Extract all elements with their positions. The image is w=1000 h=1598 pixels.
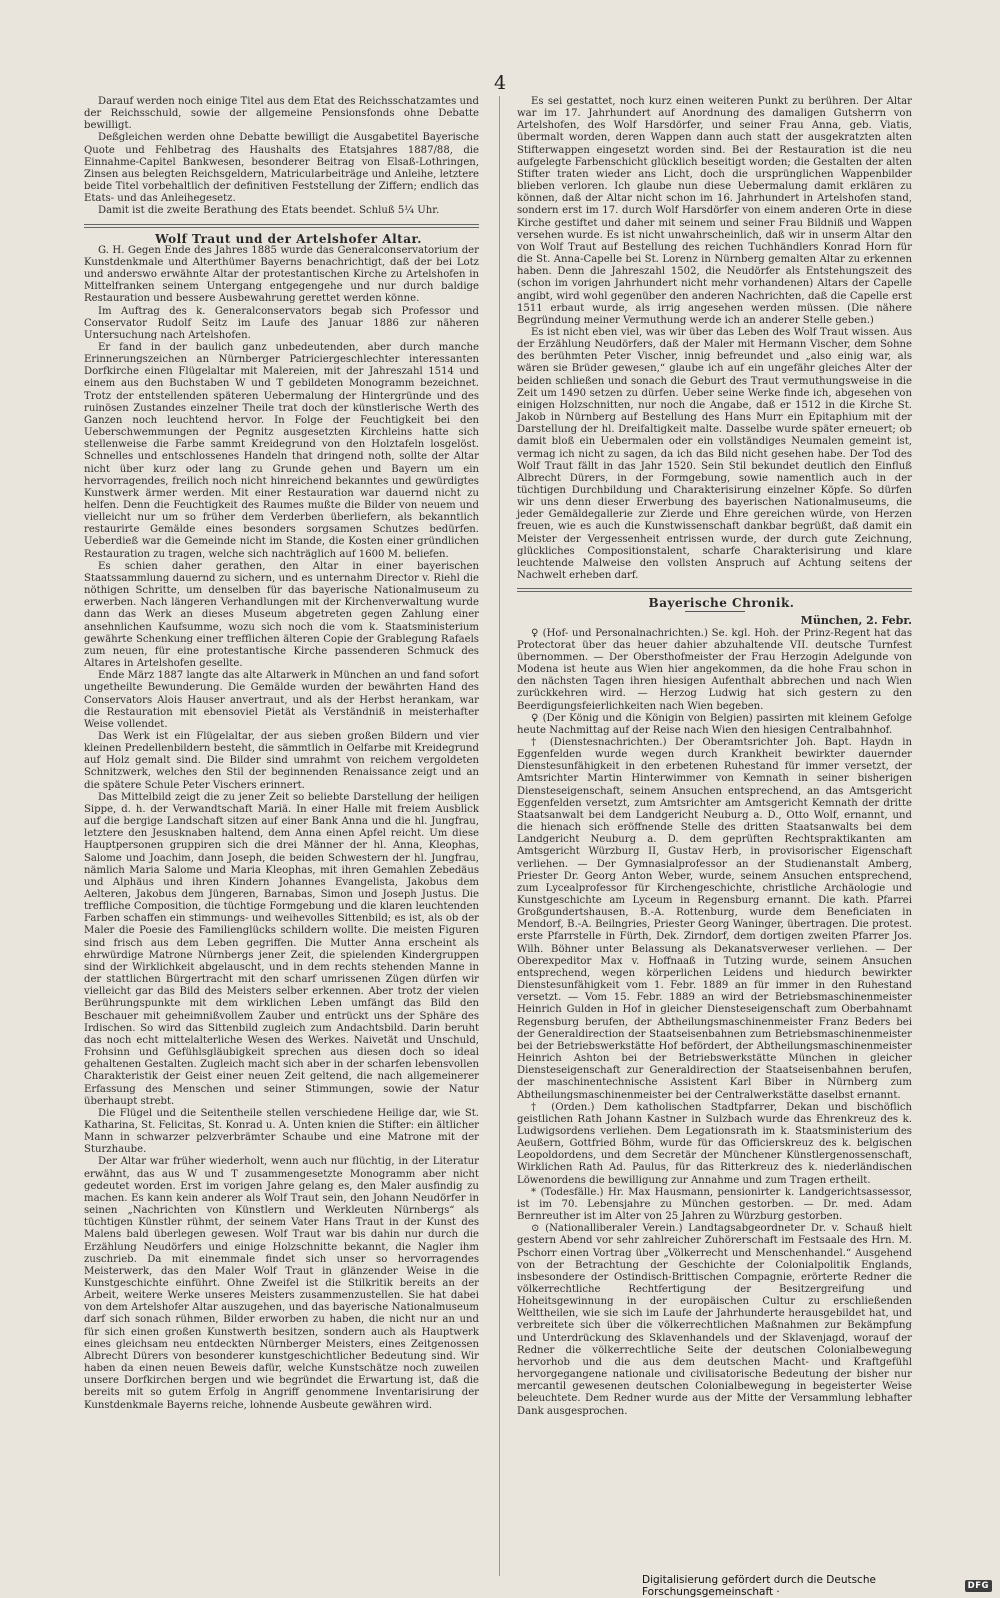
dateline: München, 2. Febr. — [800, 614, 912, 628]
paragraph: Damit ist die zweite Berathung des Etats beendet. Schluß 5¼ Uhr. — [98, 205, 440, 217]
paragraph: ♀ (Hof- und Personalnachrichten.) Se. kgl. Hoh. der Prinz-Regent hat das Protectorat über das heuer dahier abzuhaltende VII. deutsche Turnfest übernommen. — Der Obersthofmeister der Frau Herzogin Adelgunde von Modena ist heute aus Wien hier angekommen, da die hohe Frau schon in den nächsten Tagen ihren hiesigen Aufenthalt abbrechen und nach Wien zurückkehren wird. — Herzog Ludwig hat sich gestern zu den Beerdigungsfeierlichkeiten nach Wien begeben. — [517, 627, 912, 712]
paragraph: Das Mittelbild zeigt die zu jener Zeit so beliebte Darstellung der heiligen Sippe, d. h. der Verwandtschaft Mariä. In einer Halle mit freiem Ausblick auf die bergige Landschaft sitzen auf einer Bank Anna und die hl. Jungfrau, letztere den Jesusknaben haltend, dem Anna einen Apfel reicht. Um diese Hauptpersonen gruppiren sich die drei Männer der hl. Anna, Kleophas, Salome und Joachim, dann Joseph, die beiden Schwestern der hl. Jungfrau, nämlich Maria Salome und Maria Kleophas, mit ihren Gemahlen Zebedäus und Alphäus und ihren Kindern Johannes Evangelista, Jakobus dem Aelteren, Jakobus dem Jüngeren, Barnabas, Simon und Joseph Justus. Die treffliche Composition, die tüchtige Formgebung und die klaren leuchtenden Farben schaffen ein stimmungs- und weihevolles Sittenbild; es ist, als ob der Maler die Poesie des Familienglücks schildern wollte. Die meisten Figuren sind frisch aus dem Leben gegriffen. Die Mutter Anna erscheint als ehrwürdige Matrone Nürnbergs jener Zeit, die spielenden Kindergruppen sind der Wirklichkeit abgelauscht, und in dem rechts stehenden Manne in der stattlichen Bürgertracht mit den scharf umrissenen Zügen dürfen wir vielleicht gar das Bild des Meisters selber erkennen. Aber trotz der vielen Berührungspunkte mit dem wirklichen Leben umfängt das Bild den Beschauer mit geheimnißvollem Zauber und entrückt uns der Sphäre des Irdischen. So wird das Sittenbild zugleich zum Andachtsbild. Darin beruht das noch echt mittelalterliche Wesen des Werkes. Naivetät und Unschuld, Frohsinn und Gefühlsgläubigkeit sprechen aus diesen doch so ideal gehaltenen Gestalten. Zugleich macht sich aber in der scharfen lebensvollen Charakteristik der Geist einer neuen Zeit geltend, die nach allgemeinerer Erfassung des Menschen und seiner Stimmungen, sowie der Natur überhaupt strebt. — [84, 791, 479, 1107]
column-rule — [499, 96, 500, 1576]
credit-text: Digitalisierung gefördert durch die Deutsche Forschungsgemeinschaft · — [642, 1574, 876, 1598]
paragraph: Im Auftrag des k. Generalconservators begab sich Professor und Conservator Rudolf Seitz im Laufe des Januar 1886 zur näheren Untersuchung nach Artelshofen. — [84, 305, 479, 341]
right-column — [517, 96, 912, 1418]
article-title: Wolf Traut und der Artelshofer Altar. — [155, 231, 422, 246]
paragraph: Es ist nicht eben viel, was wir über das Leben des Wolf Traut wissen. Aus der Erzählung Neudörfers, daß der Maler mit Hermann Vischer, dem Sohne des berühmten Peter Vischer, innig befreundet und „also einig war, als wären sie Brüder gewesen,“ glaube ich auf ein ungefähr gleiches Alter der beiden schließen und sonach die Geburt des Traut vermuthungsweise in die Zeit um 1490 setzen zu dürfen. Ueber seine Werke finde ich, abgesehen von einigen Holzschnitten, nur noch die Angabe, daß er 1512 in die Kirche St. Jakob in Nürnberg auf Bestellung des Hans Murr ein Epitaphium mit der Darstellung der hl. Dreifaltigkeit malte. Dasselbe wurde später erneuert; ob damit bloß ein Uebermalen oder ein vollständiges Neumalen gemeint ist, vermag ich nicht zu sagen, da ich das Bild nicht gesehen habe. Der Tod des Wolf Traut fällt in das Jahr 1520. Sein Stil bekundet deutlich den Einfluß Albrecht Dürers, in der Formgebung, sowie namentlich auch in der tüchtigen Durchbildung und Charakterisirung einzelner Köpfe. So dürfen wir uns denn dieser Erwerbung des bayerischen Nationalmuseums, die jeder Gemäldegallerie zur Zierde und Ehre gereichen würde, von Herzen freuen, wie es auch die Kunstwissenschaft dankbar begrüßt, daß damit ein Meister der Vergessenheit entrissen wurde, der durch gute Zeichnung, glückliches Compositionstalent, scharfe Charakterisirung und klare leuchtende Malweise den vollsten Anspruch auf Achtung seitens der Nachwelt erheben darf. — [517, 326, 912, 582]
paragraph: * (Todesfälle.) Hr. Max Hausmann, pensionirter k. Landgerichtsassessor, ist im 70. Lebensjahre zu München gestorben. — Dr. med. Adam Bernreuther ist im Alter von 25 Jahren zu Würzburg gestorben. — [517, 1186, 912, 1223]
dfg-logo-icon: DFG — [965, 1580, 992, 1592]
paragraph: Der Altar war früher wiederholt, wenn auch nur flüchtig, in der Literatur erwähnt, das aus W und T zusammengesetzte Monogramm aber nicht gedeutet worden. Erst im vorigen Jahre gelang es, den Maler ausfindig zu machen. Es kann kein anderer als Wolf Traut sein, den Johann Neudörfer in seinen „Nachrichten von Künstlern und Werkleuten Nürnbergs“ als tüchtigen Künstler rühmt, der seinem Vater Hans Traut in der Kunst des Malens bald überlegen gewesen. Wolf Traut war bis dahin nur durch die Erzählung Neudörfers und einige Holzschnitte bekannt, die Nagler ihm zuschrieb. Da mit einemmale findet sich unser so hervorragendes Meisterwerk, das den Maler Wolf Traut in glänzender Weise in die Kunstgeschichte einführt. Ohne Zweifel ist die Stilkritik bereits an der Arbeit, weitere Werke unseres Meisters zusammenzustellen. Sie hat dabei von dem Artelshofer Altar auszugehen, und das bayerische Nationalmuseum darf sich sonach rühmen, Bilder erworben zu haben, die nicht nur an und für sich einen großen Kunstwerth besitzen, sondern auch als Hauptwerk eines gleichsam neu entdeckten Nürnberger Meisters, eines Zeitgenossen Albrecht Dürers von besonderer kunstgeschichtlicher Bedeutung sind. Wir haben da einen neuen Beweis dafür, welche Kunstschätze noch zuweilen unsere Dorfkirchen bergen und wie begründet die Erwartung ist, daß die bereits mit so gutem Erfolg in Angriff genommene Inventarisirung der Kunstdenkmale Bayerns reiche, lohnende Ausbeute gewähren wird. — [84, 1156, 479, 1411]
paragraph: † (Orden.) Dem katholischen Stadtpfarrer, Dekan und bischöflich geistlichen Rath Johann Kastner in Sulzbach wurde das Ehrenkreuz des k. Ludwigsordens verliehen. Dem Legationsrath im k. Staatsministerium des Aeußern, Gottfried Böhm, wurde für das Officierskreuz des k. belgischen Leopoldordens, und dem Secretär der Münchener Künstlergenossenschaft, Wirklichen Rath Ad. Paulus, für das Ritterkreuz des k. niederländischen Löwenordens die bewilligung zur Annahme und zum Tragen ertheilt. — [517, 1101, 912, 1186]
digitization-credit — [642, 1574, 992, 1598]
section-divider — [517, 588, 912, 592]
paragraph: ⊙ (Nationalliberaler Verein.) Landtagsabgeordneter Dr. v. Schauß hielt gestern Abend vor sehr zahlreicher Zuhörerschaft im Festsaale des Hrn. M. Pschorr einen Vortrag über „Völkerrecht und Menschenhandel.“ Ausgehend von der Betrachtung der Geschichte der Colonialpolitik Englands, insbesondere der Ostindisch-Brittischen Compagnie, erörterte Redner die völkerrechtliche Rechtfertigung der Besitzergreifung und Hoheitsgewinnung in der europäischen Cultur zu erschließenden Welttheilen, wie sie sich im Laufe der Jahrhunderte herausgebildet hat, und verbreitete sich über die völkerrechtlichen Maßnahmen zur Bekämpfung und Unterdrückung des Sklavenhandels und der Sklavenjagd, worauf der Redner die völkerrechtliche Seite der deutschen Colonialbewegung hervorhob und die aus dem deutschen Macht- und Kraftgefühl hervorgegangene nationale und civilisatorische Bedeutung der bisher nur mercantil gewesenen deutschen Colonialbewegung in begeisterter Weise beleuchtete. Dem Redner wurde aus der Mitte der Versammlung lebhafter Dank ausgesprochen. — [517, 1223, 912, 1417]
paragraph: Es sei gestattet, noch kurz einen weiteren Punkt zu berühren. Der Altar war im 17. Jahrhundert auf Anordnung des damaligen Gutsherrn von Artelshofen, des Wolf Harsdörfer, und seiner Frau Anna, geb. Viatis, übermalt worden, deren Wappen dann auch statt der ausgekratzten alten Stifterwappen eingesetzt worden sind. Bei der Restauration ist die neu aufgelegte Farbenschicht glücklich beseitigt worden; die Gestalten der alten Stifter traten wieder ans Licht, doch die ursprünglichen Wappenbilder blieben verloren. Ich glaube nun diese Uebermalung damit erklären zu können, daß der Altar nicht schon im 16. Jahrhundert in Artelshofen stand, sondern erst im 17. durch Wolf Harsdörfer von einem anderen Orte in diese Kirche gestiftet und daher mit seinem und seiner Frau Bildniß und Wappen versehen wurde. Es ist nicht unwahrscheinlich, daß wir in unserm Altar den von Wolf Traut auf Bestellung des reichen Tuchhändlers Konrad Horn für die St. Anna-Capelle bei St. Lorenz in Nürnberg gemalten Altar zu erkennen haben. Denn die Jahreszahl 1502, die Neudörfer als Entstehungszeit des (schon im vorigen Jahrhundert nicht mehr vorhandenen) Altars der Capelle angibt, wird wohl gegenüber den anderen Nachrichten, daß die Capelle erst 1511 erbaut wurde, als irrig angesehen werden müssen. (Die nähere Begründung meiner Vermuthung werde ich an anderer Stelle geben.) — [517, 96, 912, 326]
paragraph: Es schien daher gerathen, den Altar in einer bayerischen Staatssammlung dauernd zu sichern, und es unternahm Director v. Riehl die nöthigen Schritte, um denselben für das bayerische Nationalmuseum zu erwerben. Nach längeren Verhandlungen mit der Kirchenverwaltung wurde dann das Werk an dieses Museum abgetreten gegen Zahlung einer ansehnlichen Kaufsumme, wozu sich noch die vom k. Staatsministerium gewährte Schenkung einer trefflichen älteren Copie der Grablegung Rafaels zum neuen, für eine protestantische Kirche passenderen Schmuck des Altares in Artelshofen gesellte. — [84, 560, 479, 670]
paragraph: Er fand in der baulich ganz unbedeutenden, aber durch manche Erinnerungszeichen an Nürnberger Patriciergeschlechter interessanten Dorfkirche einen Flügelaltar mit Malereien, mit der Jahreszahl 1514 und einem aus den Buchstaben W und T gebildeten Monogramm bezeichnet. Trotz der entstellenden späteren Uebermalung der Hintergründe und des ruinösen Zustandes einzelner Theile trat doch der künstlerische Werth des Ganzen noch leuchtend hervor. In Folge der Feuchtigkeit bei den Ueberschwemmungen der Pegnitz ausgesetzten Kirchleins hatte sich stellenweise die Farbe sammt Kreidegrund von den Holztafeln losgelöst. Schnelles und entschlossenes Handeln that dringend noth, sollte der Altar nicht über kurz oder lang zu Grunde gehen und Bayern um ein hervorragendes, freilich noch nicht hinreichend bekanntes und gewürdigtes Kunstwerk ärmer werden. Mit einer Restauration war dauernd nicht zu helfen. Denn die Feuchtigkeit des Raumes mußte die Bilder von neuem und vielleicht nur um so früher dem Verderben überliefern, als bekanntlich restaurirte Gemälde eines besonders sorgsamen Schutzes bedürfen. Ueberdieß war die Gemeinde nicht im Stande, die Kosten einer gründlichen Restauration zu tragen, welche sich nachträglich auf 1600 M. beliefen. — [84, 341, 479, 560]
title-rule — [685, 611, 745, 612]
paragraph: Darauf werden noch einige Titel aus dem Etat des Reichsschatzamtes und der Reichsschuld, sowie der allgemeine Pensionsfonds ohne Debatte bewilligt. — [84, 96, 479, 132]
paragraph: Ende März 1887 langte das alte Altarwerk in München an und fand sofort ungetheilte Bewunderung. Die Gemälde wurden der bewährten Hand des Conservators Alois Hauser anvertraut, und als der Herbst herankam, war die Restauration mit ebensoviel Pietät als Verständniß in meisterhafter Weise vollendet. — [84, 670, 479, 730]
paragraph: G. H. Gegen Ende des Jahres 1885 wurde das Generalconservatorium der Kunstdenkmale und Alterthümer Bayerns benachrichtigt, daß der bei Lotz und anderswo erwähnte Altar der protestantischen Kirche zu Artelshofen in Mittelfranken seinem Untergang entgegengehe und nur durch baldige Restauration und bessere Ausbewahrung gerettet werden könne. — [84, 244, 479, 305]
section-title: Bayerische Chronik. — [648, 596, 795, 611]
paragraph: Das Werk ist ein Flügelaltar, der aus sieben großen Bildern und vier kleinen Predellenbildern besteht, die sämmtlich in Oelfarbe mit Kreidegrund auf Holz gemalt sind. Die Bilder sind umrahmt von reichem vergoldeten Schnitzwerk, welches den Stil der beginnenden Renaissance zeigt und an die spätere Schule Peter Vischers erinnert. — [84, 730, 479, 791]
paragraph: Deßgleichen werden ohne Debatte bewilligt die Ausgabetitel Bayerische Quote und Fehlbetrag des Haushalts des Etatsjahres 1887/88, die Einnahme-Capitel Bankwesen, besonderer Beitrag von Elsaß-Lothringen, Zinsen aus belegten Reichsgeldern, Matricularbeiträge und Anleihe, letztere beide Titel vorbehaltlich der definitiven Feststellung der Ziffern; endlich das Etats- und das Anleihegesetz. — [84, 132, 479, 205]
left-column — [84, 96, 479, 1412]
page-number: 4 — [493, 72, 507, 94]
paragraph: Die Flügel und die Seitentheile stellen verschiedene Heilige dar, wie St. Katharina, St. Felicitas, St. Konrad u. A. Unten knien die Stifter: ein ältlicher Mann in schwarzer pelzverbrämter Schaube und eine Matrone mit der Sturzhaube. — [84, 1107, 479, 1156]
paragraph: † (Dienstesnachrichten.) Der Oberamtsrichter Joh. Bapt. Haydn in Eggenfelden wurde wegen durch Krankheit bewirkter dauernder Dienstesunfähigkeit in den erbetenen Ruhestand für immer versetzt, der Amtsrichter Martin Hinterwimmer von Kemnath in seiner bisherigen Diensteseigenschaft, seinem Ansuchen entsprechend, an das Amtsgericht Eggenfelden versetzt, zum Amtsrichter am Amtsgericht Kemnath der dritte Staatsanwalt bei dem Landgericht Neuburg a. D., Otto Wolf, ernannt, und die hienach sich eröffnende Stelle des dritten Staatsanwalts bei dem Landgericht Neuburg a. D. dem geprüften Rechtspraktikanten am Amtsgericht Würzburg II, Gustav Herb, in provisorischer Eigenschaft verliehen. — Der Gymnasialprofessor an der Studienanstalt Amberg, Priester Dr. Georg Anton Weber, wurde, seinem Ansuchen entsprechend, zum Lycealprofessor für Kirchengeschichte, christliche Archäologie und Kunstgeschichte am Lyceum in Regensburg ernannt. Die kath. Pfarrei Großgundertshausen, B.-A. Rottenburg, wurde dem Beneficiaten in Mendorf, B.-A. Beilngries, Priester Georg Waninger, übertragen. Die protest. erste Pfarrstelle in Fürth, Dek. Zirndorf, dem dortigen zweiten Pfarrer Jos. Wilh. Böhner unter Belassung als Dekanatsverweser verliehen. — Der Oberexpeditor Max v. Hoffnaaß in Tutzing wurde, seinem Ansuchen entsprechend, wegen körperlichen Leidens und hiedurch bewirkter Dienstesunfähigkeit vom 1. Febr. 1889 an für immer in den Ruhestand versetzt. — Vom 15. Febr. 1889 an wird der Betriebsmaschinenmeister Heinrich Gulden in Hof in gleicher Diensteseigenschaft zum Oberbahnamt Regensburg berufen, der Abtheilungsmaschinenmeister Franz Beders bei der Generaldirection der Staatseisenbahnen zum Betriebsmaschinenmeister bei der Betriebswerkstätte Hof befördert, der Abtheilungsmaschinenmeister Heinrich Ashton bei der Betriebswerkstätte München in gleicher Diensteseigenschaft zur Generaldirection der Staatseisenbahnen berufen, der maschinentechnische Assistent Karl Biber in Nürnberg zum Abtheilungsmaschinenmeister bei der Centralwerkstätte daselbst ernannt. — [517, 736, 912, 1101]
paragraph: ♀ (Der König und die Königin von Belgien) passirten mit kleinem Gefolge heute Nachmittag auf der Reise nach Wien den hiesigen Centralbahnhof. — [517, 712, 912, 736]
section-divider — [84, 224, 479, 228]
